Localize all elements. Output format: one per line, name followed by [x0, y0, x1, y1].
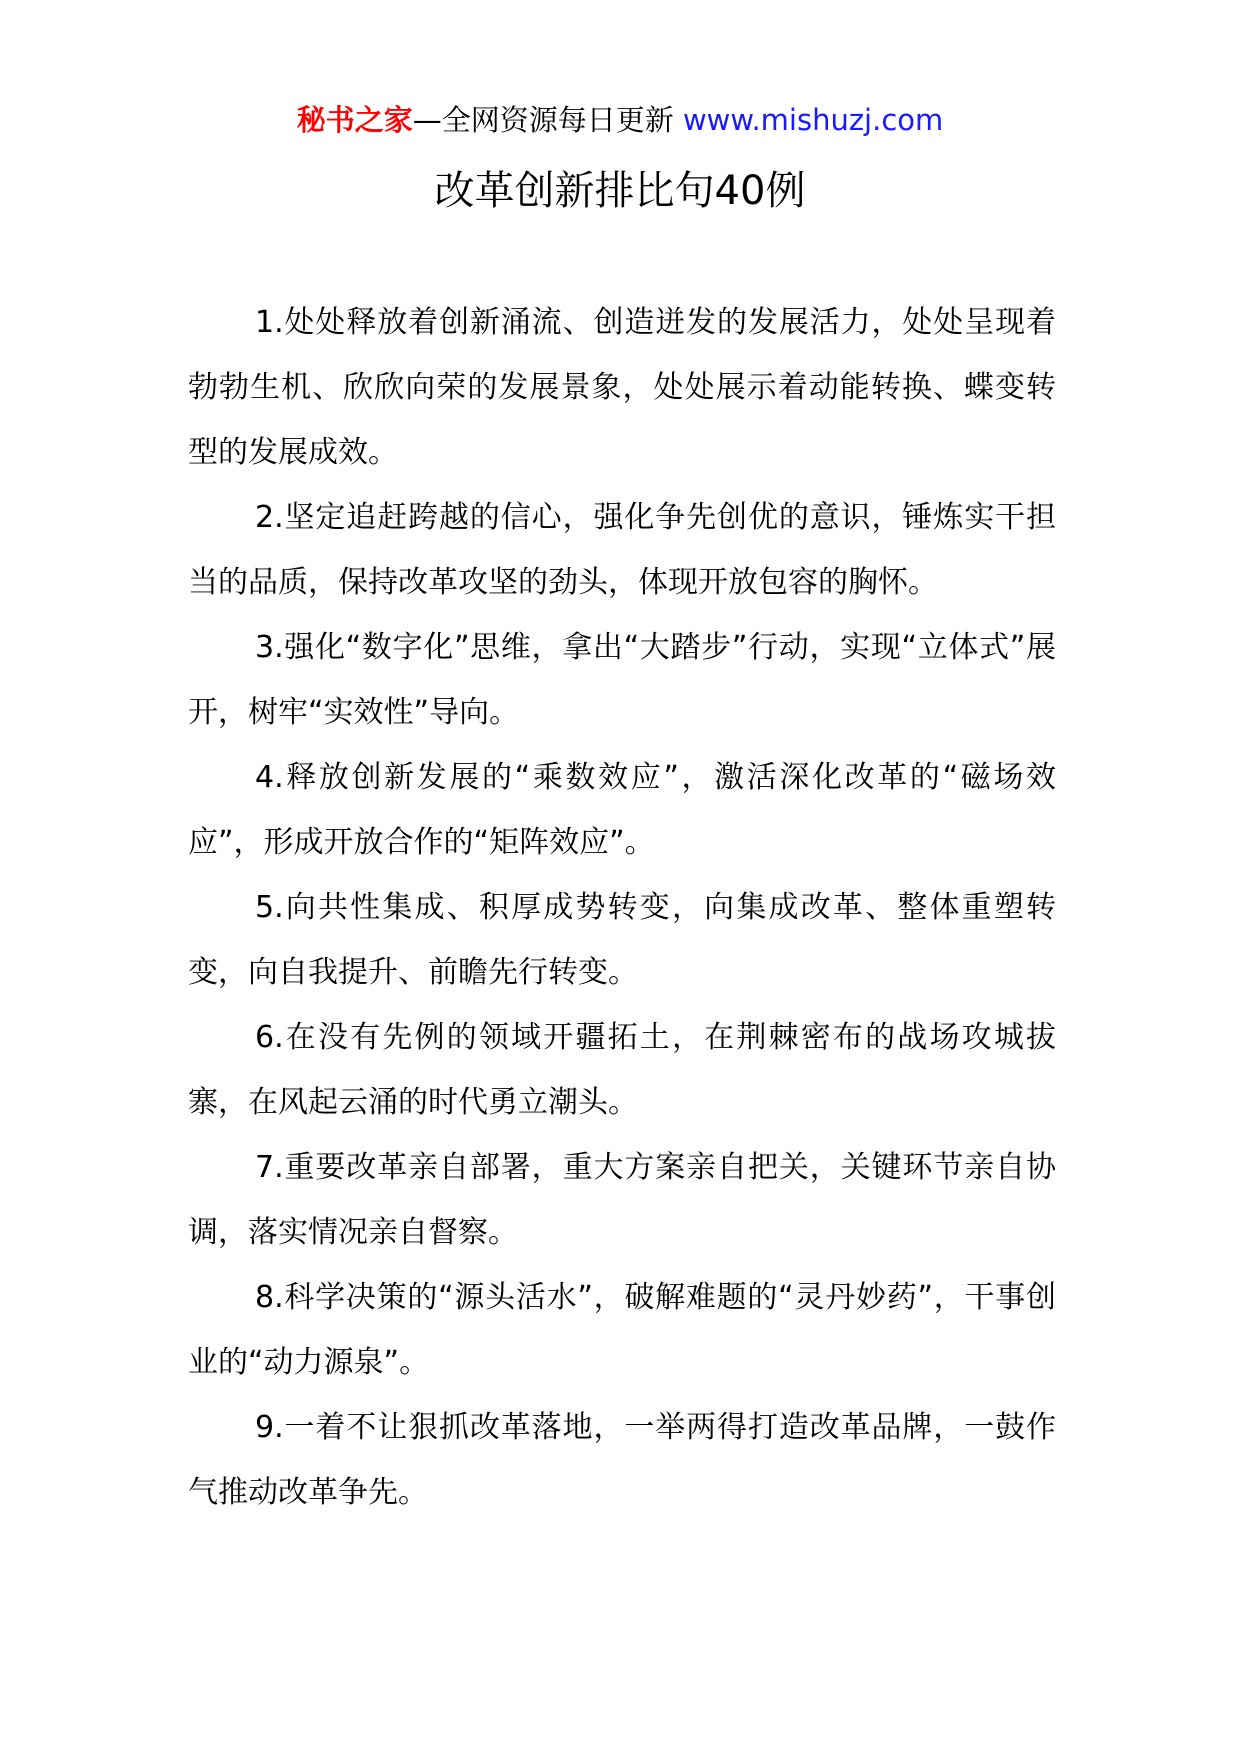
site-slogan: —全网资源每日更新 — [412, 103, 683, 137]
paragraph-5: 5.向共性集成、积厚成势转变，向集成改革、整体重塑转变，向自我提升、前瞻先行转变。 — [188, 890, 1056, 990]
site-header — [0, 100, 1240, 140]
site-brand: 秘书之家 — [296, 103, 413, 137]
document-title: 改革创新排比句40例 — [434, 168, 806, 214]
paragraph-6: 6.在没有先例的领域开疆拓土，在荆棘密布的战场攻城拔寨，在风起云涌的时代勇立潮头。 — [188, 1020, 1056, 1120]
paragraph-8: 8.科学决策的“源头活水”，破解难题的“灵丹妙药”，干事创业的“动力源泉”。 — [188, 1280, 1056, 1380]
paragraph-9: 9.一着不让狠抓改革落地，一举两得打造改革品牌，一鼓作气推动改革争先。 — [188, 1410, 1056, 1510]
paragraph-4: 4.释放创新发展的“乘数效应”，激活深化改革的“磁场效应”，形成开放合作的“矩阵效应”。 — [188, 760, 1056, 860]
site-url-link[interactable]: www.mishuzj.com — [682, 103, 944, 137]
document-body — [188, 290, 1056, 1525]
paragraph-3: 3.强化“数字化”思维，拿出“大踏步”行动，实现“立体式”展开，树牢“实效性”导向。 — [188, 630, 1056, 730]
paragraph-7: 7.重要改革亲自部署，重大方案亲自把关，关键环节亲自协调，落实情况亲自督察。 — [188, 1150, 1056, 1250]
paragraph-2: 2.坚定追赶跨越的信心，强化争先创优的意识，锤炼实干担当的品质，保持改革攻坚的劲头，体现开放包容的胸怀。 — [188, 500, 1056, 600]
paragraph-1: 1.处处释放着创新涌流、创造迸发的发展活力，处处呈现着勃勃生机、欣欣向荣的发展景象，处处展示着动能转换、蝶变转型的发展成效。 — [188, 305, 1056, 470]
